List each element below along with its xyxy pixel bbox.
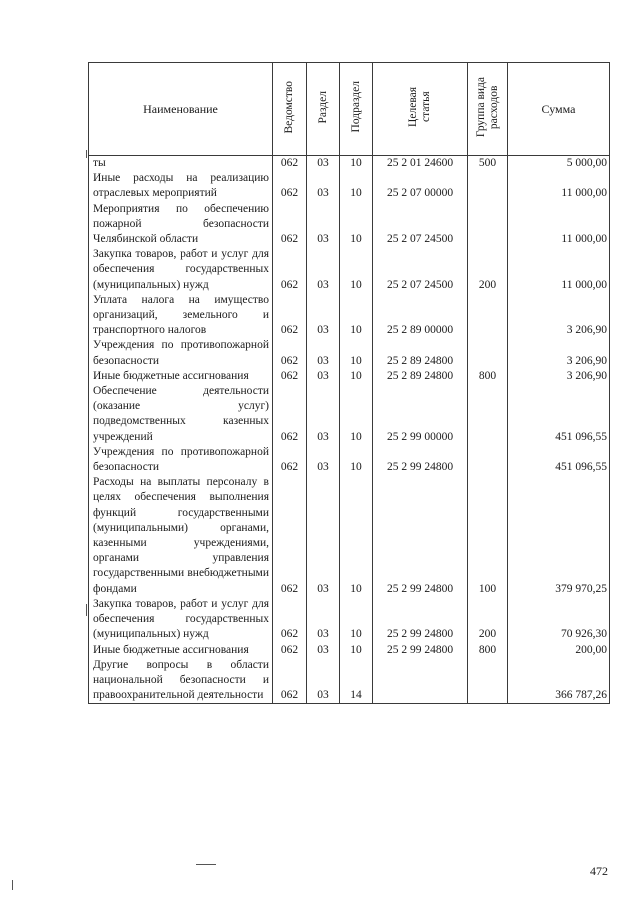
cell-sum: 3 206,90: [508, 338, 610, 368]
header-subsection: Подраздел: [340, 63, 373, 156]
cell-target: 25 2 89 24800: [373, 369, 468, 384]
cell-target: 25 2 99 24800: [373, 475, 468, 597]
cell-subsection: 10: [340, 369, 373, 384]
table-row: [89, 369, 610, 384]
cell-subsection: 10: [340, 475, 373, 597]
cell-sum: 3 206,90: [508, 369, 610, 384]
scan-mark: [86, 150, 87, 158]
cell-dept: 062: [273, 247, 307, 293]
scan-mark: [196, 864, 216, 865]
cell-section: 03: [307, 293, 340, 339]
cell-group: [468, 338, 508, 368]
header-sum: Сумма: [508, 63, 610, 156]
budget-table: [88, 62, 610, 704]
cell-name: Уплата налога на имущество организаций, земельного и транспортного налогов: [89, 293, 273, 339]
header-section: Раздел: [307, 63, 340, 156]
table-row: [89, 384, 610, 445]
cell-name: Закупка товаров, работ и услуг для обеспечения государственных (муниципальных) нужд: [89, 247, 273, 293]
table-row: [89, 202, 610, 248]
cell-target: 25 2 01 24600: [373, 156, 468, 172]
cell-group: 800: [468, 643, 508, 658]
cell-name: Обеспечение деятельности (оказание услуг) подведомственных казенных учреждений: [89, 384, 273, 445]
cell-sum: 451 096,55: [508, 445, 610, 475]
cell-sum: 200,00: [508, 643, 610, 658]
table-body: [89, 156, 610, 704]
cell-section: 03: [307, 475, 340, 597]
cell-sum: 3 206,90: [508, 293, 610, 339]
cell-name: Учреждения по противопожарной безопасности: [89, 445, 273, 475]
table-row: [89, 475, 610, 597]
cell-section: 03: [307, 171, 340, 201]
header-dept: Ведомство: [273, 63, 307, 156]
cell-group: [468, 171, 508, 201]
header-target: Целевая статья: [373, 63, 468, 156]
cell-name: Иные расходы на реализацию отраслевых мероприятий: [89, 171, 273, 201]
cell-section: 03: [307, 369, 340, 384]
page-number: 472: [590, 864, 608, 878]
cell-dept: 062: [273, 475, 307, 597]
cell-subsection: 10: [340, 643, 373, 658]
cell-dept: 062: [273, 643, 307, 658]
cell-dept: 062: [273, 597, 307, 643]
cell-sum: 5 000,00: [508, 156, 610, 172]
cell-subsection: 10: [340, 445, 373, 475]
cell-target: 25 2 07 00000: [373, 171, 468, 201]
cell-target: [373, 658, 468, 704]
cell-group: 800: [468, 369, 508, 384]
cell-subsection: 10: [340, 384, 373, 445]
header-name: Наименование: [89, 63, 273, 156]
scan-mark: [86, 604, 87, 616]
cell-section: 03: [307, 202, 340, 248]
cell-name: Мероприятия по обеспечению пожарной безопасности Челябинской области: [89, 202, 273, 248]
cell-target: 25 2 07 24500: [373, 247, 468, 293]
cell-sum: 11 000,00: [508, 247, 610, 293]
table-row: [89, 658, 610, 704]
cell-section: 03: [307, 643, 340, 658]
cell-subsection: 14: [340, 658, 373, 704]
cell-group: 200: [468, 597, 508, 643]
cell-group: 100: [468, 475, 508, 597]
cell-sum: 379 970,25: [508, 475, 610, 597]
cell-name: Расходы на выплаты персоналу в целях обеспечения выполнения функций государственными (муниципальными) органами, казенными учреждениями, органами управления государственными внебюджетными фондами: [89, 475, 273, 597]
cell-target: 25 2 89 00000: [373, 293, 468, 339]
cell-section: 03: [307, 338, 340, 368]
cell-name: Учреждения по противопожарной безопасности: [89, 338, 273, 368]
cell-group: [468, 293, 508, 339]
cell-name: Другие вопросы в области национальной безопасности и правоохранительной деятельности: [89, 658, 273, 704]
table-row: [89, 597, 610, 643]
cell-group: [468, 658, 508, 704]
scan-mark: [12, 880, 13, 890]
cell-dept: 062: [273, 171, 307, 201]
cell-dept: 062: [273, 369, 307, 384]
cell-target: 25 2 99 24800: [373, 445, 468, 475]
cell-target: 25 2 99 00000: [373, 384, 468, 445]
cell-name: Иные бюджетные ассигнования: [89, 643, 273, 658]
cell-section: 03: [307, 597, 340, 643]
header-row: [89, 63, 610, 156]
cell-section: 03: [307, 445, 340, 475]
cell-group: 200: [468, 247, 508, 293]
table-row: [89, 247, 610, 293]
cell-name: Иные бюджетные ассигнования: [89, 369, 273, 384]
cell-target: 25 2 99 24800: [373, 643, 468, 658]
cell-dept: 062: [273, 445, 307, 475]
cell-subsection: 10: [340, 156, 373, 172]
table-row: [89, 171, 610, 201]
cell-subsection: 10: [340, 202, 373, 248]
cell-target: 25 2 89 24800: [373, 338, 468, 368]
cell-name: ты: [89, 156, 273, 172]
cell-sum: 70 926,30: [508, 597, 610, 643]
table-row: [89, 338, 610, 368]
cell-dept: 062: [273, 293, 307, 339]
cell-sum: 11 000,00: [508, 171, 610, 201]
cell-subsection: 10: [340, 293, 373, 339]
cell-subsection: 10: [340, 597, 373, 643]
cell-name: Закупка товаров, работ и услуг для обеспечения государственных (муниципальных) нужд: [89, 597, 273, 643]
cell-target: 25 2 07 24500: [373, 202, 468, 248]
cell-section: 03: [307, 247, 340, 293]
cell-dept: 062: [273, 202, 307, 248]
budget-table-container: [88, 62, 609, 704]
cell-subsection: 10: [340, 338, 373, 368]
table-row: [89, 643, 610, 658]
cell-group: 500: [468, 156, 508, 172]
cell-group: [468, 445, 508, 475]
cell-section: 03: [307, 156, 340, 172]
table-row: [89, 445, 610, 475]
cell-group: [468, 202, 508, 248]
cell-section: 03: [307, 384, 340, 445]
cell-sum: 11 000,00: [508, 202, 610, 248]
header-group: Группа вида расходов: [468, 63, 508, 156]
table-row: [89, 293, 610, 339]
cell-dept: 062: [273, 156, 307, 172]
cell-dept: 062: [273, 384, 307, 445]
table-row: [89, 156, 610, 172]
cell-dept: 062: [273, 658, 307, 704]
cell-target: 25 2 99 24800: [373, 597, 468, 643]
cell-dept: 062: [273, 338, 307, 368]
cell-section: 03: [307, 658, 340, 704]
cell-sum: 366 787,26: [508, 658, 610, 704]
cell-sum: 451 096,55: [508, 384, 610, 445]
cell-group: [468, 384, 508, 445]
cell-subsection: 10: [340, 171, 373, 201]
cell-subsection: 10: [340, 247, 373, 293]
